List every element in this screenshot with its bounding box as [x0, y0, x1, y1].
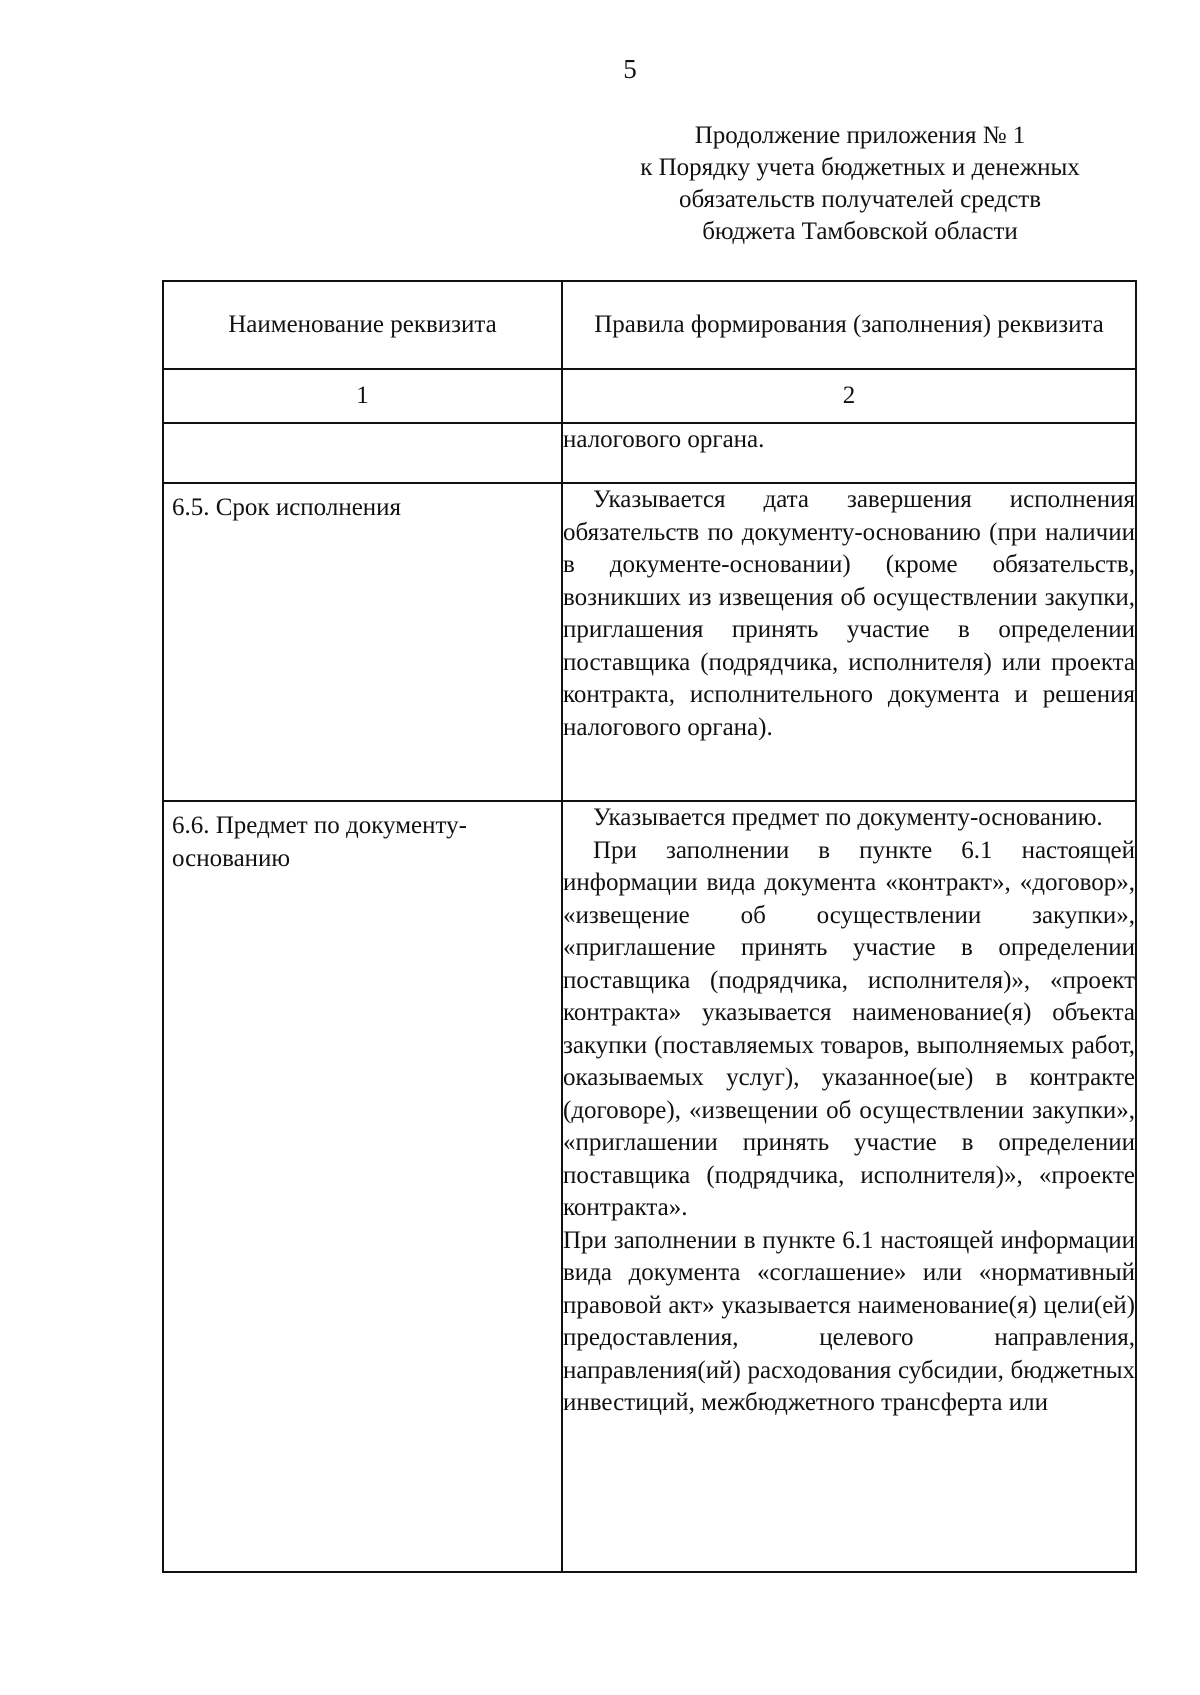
- requisite-rule-cell: [562, 423, 1136, 483]
- requisites-table: [162, 280, 1137, 1573]
- requisite-rule-cell: [562, 483, 1136, 801]
- appendix-header-line: бюджета Тамбовской области: [702, 218, 1018, 245]
- appendix-header-line: обязательств получателей средств: [678, 186, 1042, 213]
- rule-paragraph: При заполнении в пункте 6.1 настоящей информации вида документа «контракт», «договор», «извещение об осуществлении закупки», «приглашение принять участие в определении поставщика (подрядчика, исполнителя)», «проект контракта» указывается наименование(я) объекта закупки (поставляемых товаров, выполняемых работ, оказываемых услуг), указанное(ые) в контракте (договоре), «извещении об осуществлении закупки», «приглашении принять участие в определении поставщика (подрядчика, исполнителя)», «проекте контракта».: [563, 836, 1135, 1221]
- column-header-text: Правила формирования (заполнения) реквизита: [594, 310, 1104, 338]
- requisite-name: [164, 424, 561, 432]
- table-row: [163, 423, 1136, 483]
- column-header-rules: [562, 281, 1136, 369]
- table-header-row: [163, 281, 1136, 369]
- rule-paragraph: налогового органа.: [563, 426, 765, 453]
- column-number: 1: [163, 369, 562, 423]
- requisite-rule-cell: [562, 801, 1136, 1572]
- rule-paragraph: При заполнении в пункте 6.1 настоящей информации вида документа «соглашение» или «нормативный правовой акт» указывается наименование(я) цели(ей) предоставления, целевого направления, направления(ий) расходования субсидии, бюджетных инвестиций, межбюджетного трансферта или: [563, 1226, 1135, 1416]
- table-row: [163, 801, 1136, 1572]
- column-number: 2: [562, 369, 1136, 423]
- rule-paragraph: Указывается дата завершения исполнения обязательств по документу-основанию (при наличии в документе-основании) (кроме обязательств, возникших из извещения об осуществлении закупки, приглашения принять участие в определении поставщика (подрядчика, исполнителя) или проекта контракта, исполнительного документа и решения налогового органа).: [563, 486, 1135, 741]
- requisite-name-cell: [163, 423, 562, 483]
- column-header-name: [163, 281, 562, 369]
- requisite-name: 6.6. Предмет по документу-основанию: [172, 812, 467, 872]
- appendix-header-line: к Порядку учета бюджетных и денежных: [640, 154, 1080, 181]
- column-number-row: [163, 369, 1136, 423]
- table-row: [163, 483, 1136, 801]
- rule-paragraph: Указывается предмет по документу-основанию.: [593, 804, 1103, 831]
- appendix-header: [600, 120, 1120, 248]
- requisite-name: 6.5. Срок исполнения: [172, 494, 402, 521]
- column-header-text: Наименование реквизита: [228, 310, 497, 338]
- page-number: 5: [623, 54, 637, 84]
- requisite-name-cell: [163, 801, 562, 1572]
- requisite-name-cell: [163, 483, 562, 801]
- appendix-header-line: Продолжение приложения № 1: [694, 122, 1026, 149]
